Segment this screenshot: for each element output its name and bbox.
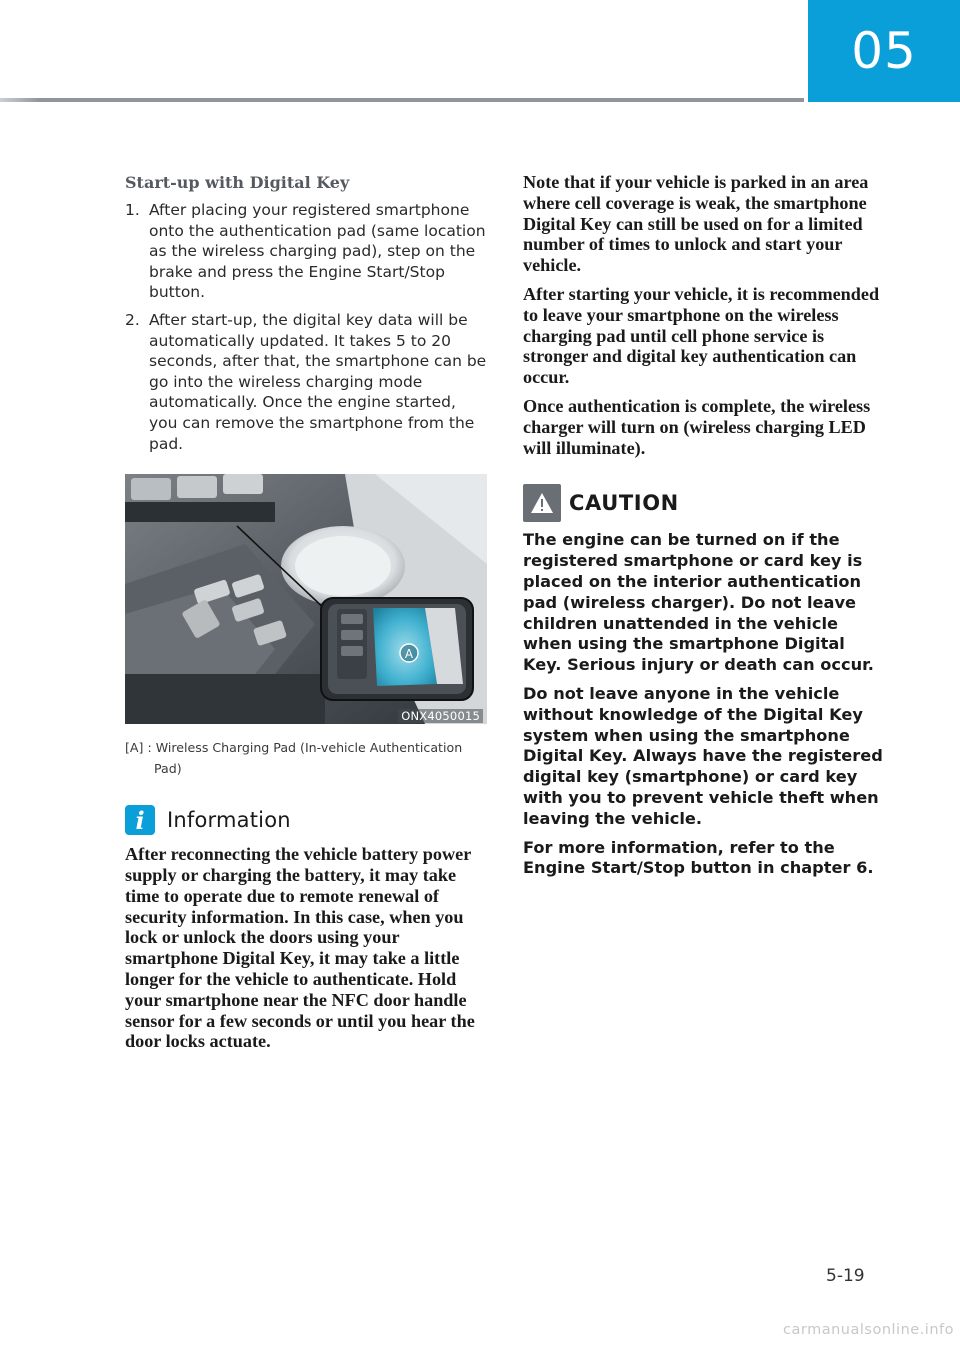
note-paragraph: Once authentication is complete, the wireless charger will turn on (wireless charging LED will illuminate). xyxy=(523,395,871,458)
chapter-tab: 05 xyxy=(808,0,960,102)
caution-paragraph: Do not leave anyone in the vehicle without knowledge of the Digital Key system when using the smartphone Digital Key. Always have the registered digital key (smartphone) or card key with you to prevent vehicle theft when leaving the vehicle. xyxy=(523,683,883,828)
console-illustration xyxy=(125,474,487,724)
caution-title: CAUTION xyxy=(569,491,679,516)
caution-paragraph: The engine can be turned on if the registered smartphone or card key is placed on the interior authentication pad (wireless charger). Do not leave children unattended in the vehicle when using the smartphone Digital Key. Serious injury or death can occur. xyxy=(523,530,874,675)
note-paragraph: After starting your vehicle, it is recommended to leave your smartphone on the wireless charging pad until cell phone service is stronger and digital key authentication can occur. xyxy=(523,283,880,388)
figure-code: ONX4050015 xyxy=(398,709,483,723)
list-item xyxy=(125,310,487,454)
information-text: After reconnecting the vehicle battery power supply or charging the battery, it may take time to operate due to remote renewal of security information. In this case, when you lock or unlock the doors using your smartphone Digital Key, it may take a little longer for the vehicle to authenticate. Hold your smartphone near the NFC door handle sensor for a few seconds or until you hear the door locks actuate. xyxy=(125,844,475,1052)
caution-header xyxy=(523,484,887,522)
console-illustration-svg xyxy=(125,474,487,724)
info-icon: i xyxy=(125,805,155,835)
caution-paragraph: For more information, refer to the Engine Start/Stop button in chapter 6. xyxy=(523,837,874,878)
information-title: Information xyxy=(167,808,291,833)
warning-icon xyxy=(523,484,561,522)
section-heading: Start-up with Digital Key xyxy=(125,173,350,192)
note-paragraph: Note that if your vehicle is parked in an area where cell coverage is weak, the smartphone Digital Key can still be used on for a limited number of times to unlock and start your vehicle. xyxy=(523,172,869,276)
step-text: After placing your registered smartphone onto the authentication pad (same location as the wireless charging pad), step on the brake and press the Engine Start/Stop button. xyxy=(149,201,486,302)
right-column xyxy=(523,172,887,887)
step-number: 2. xyxy=(125,310,140,329)
header-rule xyxy=(0,98,804,102)
information-header xyxy=(125,805,487,835)
callout-label: A xyxy=(404,647,414,662)
watermark: carmanualsonline.info xyxy=(783,1322,954,1338)
step-text: After start-up, the digital key data will be automatically updated. It takes 5 to 20 seconds, after that, the smartphone can be go into the wireless charging mode automatically. Once the engine started, you can remove the smartphone from the pad. xyxy=(149,310,487,453)
step-number: 1. xyxy=(125,201,140,219)
steps-list xyxy=(125,200,487,454)
left-column xyxy=(125,172,487,1060)
list-item xyxy=(125,200,487,303)
page-number: 5-19 xyxy=(826,1266,865,1286)
figure-caption: [A] : Wireless Charging Pad (In-vehicle Authentication Pad) xyxy=(125,740,463,777)
warning-triangle-icon xyxy=(530,492,554,514)
